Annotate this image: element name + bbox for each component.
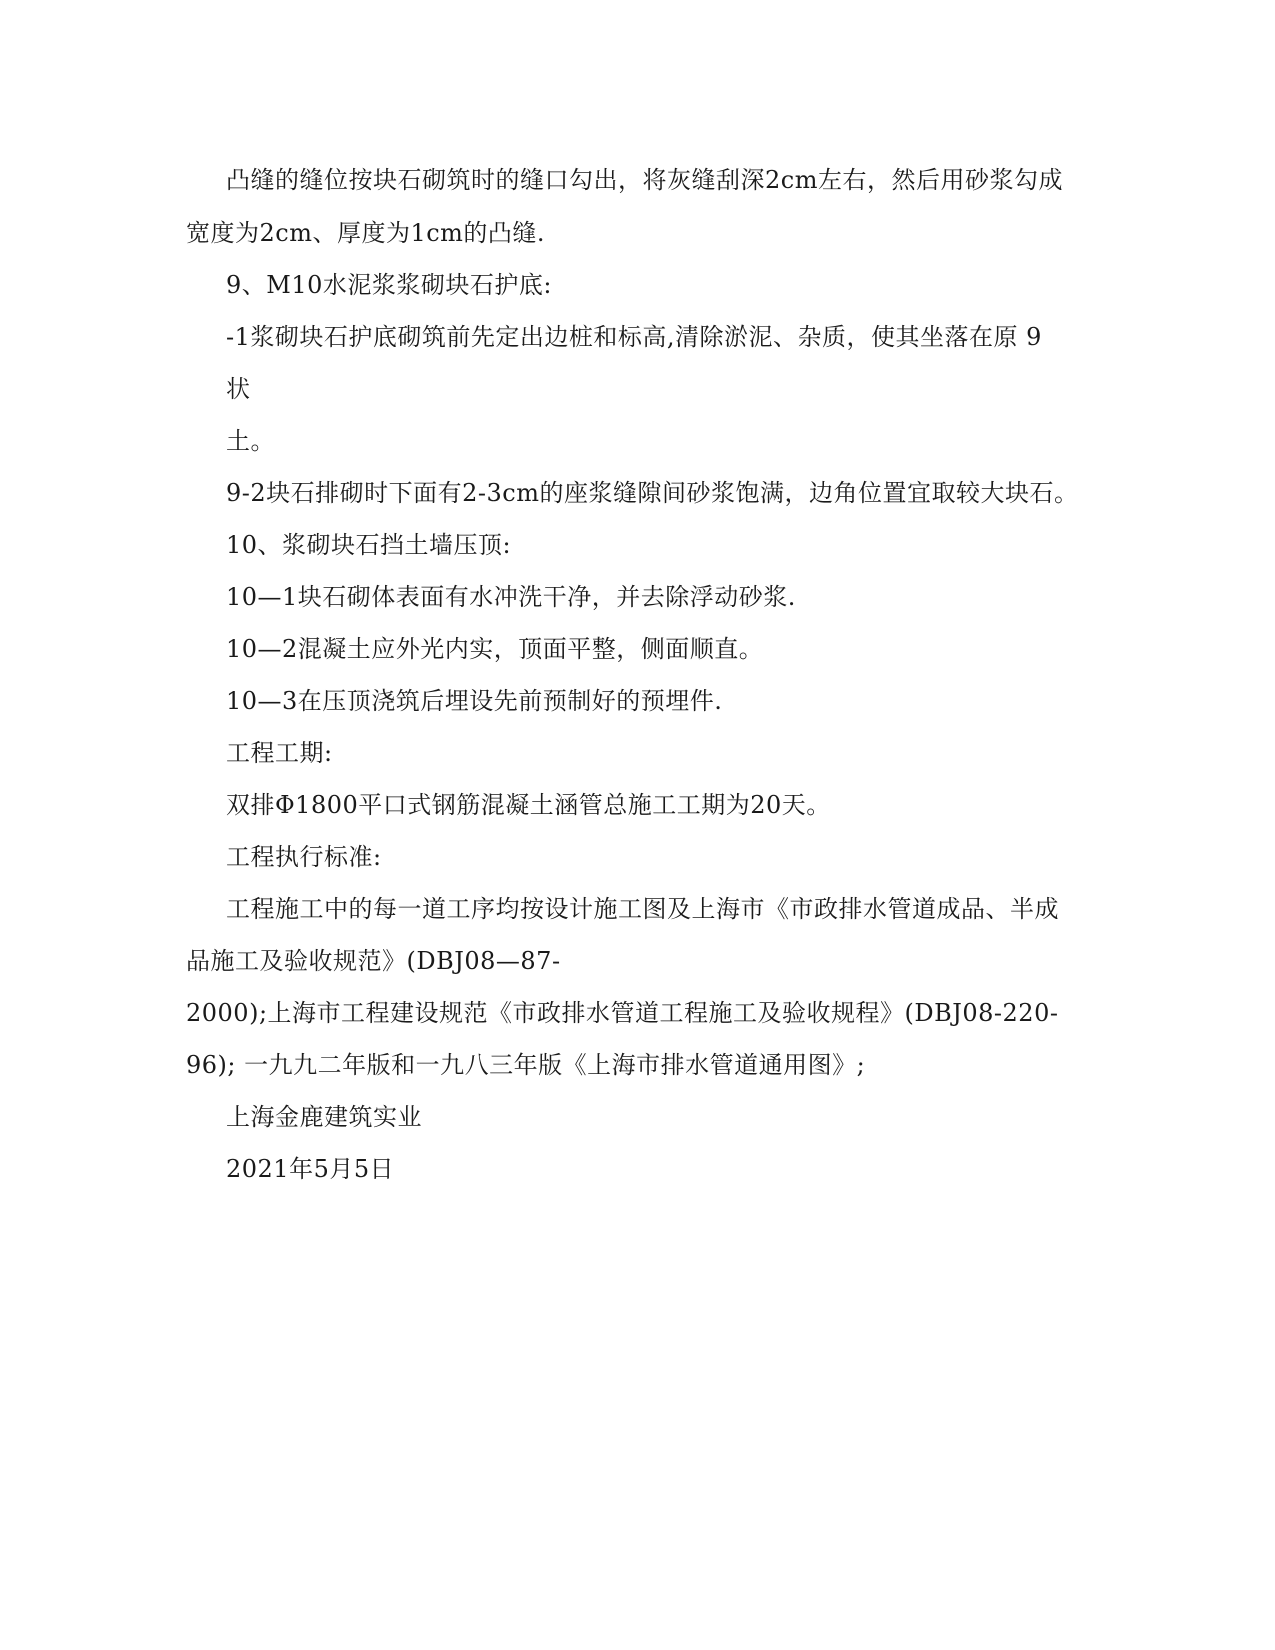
- paragraph-line: 工程施工中的每一道工序均按设计施工图及上海市《市政排水管道成品、半成: [226, 895, 1059, 923]
- paragraph-line: 品施工及验收规范》(DBJ08—87-: [186, 947, 561, 975]
- section-heading: 9、M10水泥浆浆砌块石护底:: [226, 271, 552, 299]
- paragraph-line: 土。: [226, 427, 275, 455]
- paragraph-line: 96); 一九九二年版和一九八三年版《上海市排水管道通用图》;: [186, 1051, 866, 1079]
- section-heading: 工程工期:: [226, 739, 333, 767]
- paragraph-line: 状: [226, 375, 251, 403]
- section-heading: 10、浆砌块石挡土墙压顶:: [226, 531, 512, 559]
- paragraph-line: 凸缝的缝位按块石砌筑时的缝口勾出，将灰缝刮深2cm左右，然后用砂浆勾成: [226, 166, 1063, 194]
- paragraph-line: 10—3在压顶浇筑后埋设先前预制好的预埋件.: [226, 687, 723, 715]
- paragraph-line: 10—2混凝土应外光内实，顶面平整，侧面顺直。: [226, 635, 764, 663]
- paragraph-line: 10—1块石砌体表面有水冲洗干净，并去除浮动砂浆.: [226, 583, 796, 611]
- paragraph-line: 双排Φ1800平口式钢筋混凝土涵管总施工工期为20天。: [226, 791, 831, 819]
- paragraph-line: 2000);上海市工程建设规范《市政排水管道工程施工及验收规程》(DBJ08-220-: [186, 999, 1059, 1027]
- signature-company: 上海金鹿建筑实业: [226, 1103, 422, 1131]
- paragraph-line: -1浆砌块石护底砌筑前先定出边桩和标高,清除淤泥、杂质，使其坐落在原 9: [226, 323, 1042, 351]
- section-heading: 工程执行标准:: [226, 843, 382, 871]
- signature-date: 2021年5月5日: [226, 1155, 395, 1183]
- paragraph-line: 宽度为2cm、厚度为1cm的凸缝.: [186, 219, 546, 247]
- paragraph-line: 9-2块石排砌时下面有2-3cm的座浆缝隙间砂浆饱满，边角位置宜取较大块石。: [226, 479, 1079, 507]
